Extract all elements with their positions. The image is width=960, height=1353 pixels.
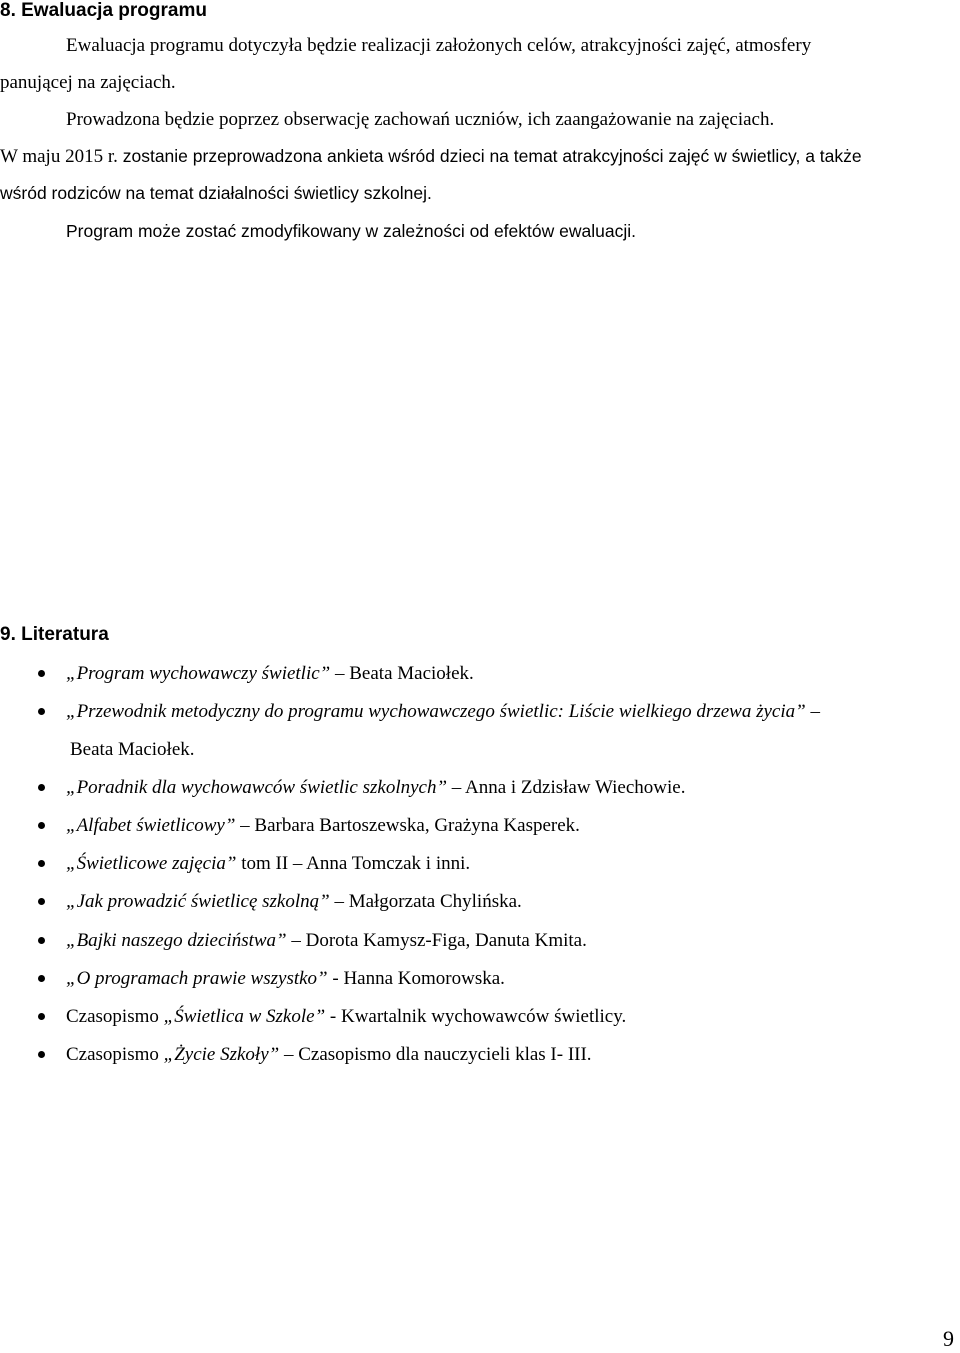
item-author: – Anna i Zdzisław Wiechowie. xyxy=(447,777,686,798)
item-author: - Kwartalnik wychowawców świetlicy. xyxy=(325,1006,627,1027)
item-author: – xyxy=(805,701,820,722)
book-title: „Bajki naszego dzieciństwa” xyxy=(66,930,287,951)
book-title: „Świetlica w Szkole” xyxy=(163,1006,326,1027)
book-title: „Program wychowawczy świetlic” xyxy=(66,663,331,684)
item-author: - Hanna Komorowska. xyxy=(327,968,505,989)
bullet-icon xyxy=(38,1013,45,1020)
bullet-icon xyxy=(38,708,45,715)
bullet-icon xyxy=(38,975,45,982)
item-prefix: Czasopismo xyxy=(66,1044,164,1065)
bullet-icon xyxy=(38,670,45,677)
item-prefix: Czasopismo xyxy=(66,1006,164,1027)
paragraph-line: Program może zostać zmodyfikowany w zależności od efektów ewaluacji. xyxy=(66,221,636,241)
item-continuation: Beata Maciołek. xyxy=(70,739,195,760)
book-title: „Poradnik dla wychowawców świetlic szkolnych” xyxy=(66,777,448,798)
book-title: „Alfabet świetlicowy” xyxy=(66,815,236,836)
book-title: „Przewodnik metodyczny do programu wychowawczego świetlic: Liście wielkiego drzewa życia” xyxy=(66,701,806,722)
bullet-icon xyxy=(38,898,45,905)
bullet-icon xyxy=(38,784,45,791)
item-author: tom II – Anna Tomczak i inni. xyxy=(236,853,471,874)
book-title: „O programach prawie wszystko” xyxy=(66,968,328,989)
section-8-heading: 8. Ewaluacja programu xyxy=(0,0,207,21)
bullet-icon xyxy=(38,860,45,867)
item-author: – Beata Maciołek. xyxy=(330,663,474,684)
paragraph-line: Ewaluacja programu dotyczyła będzie realizacji założonych celów, atrakcyjności zajęć, atmosfery xyxy=(66,35,812,56)
paragraph-line xyxy=(0,145,862,168)
date-text: W maju 2015 r. xyxy=(0,146,118,167)
bullet-icon xyxy=(38,822,45,829)
item-author: – Małgorzata Chylińska. xyxy=(329,891,522,912)
survey-text: zostanie przeprowadzona ankieta wśród dzieci na temat atrakcyjności zajęć w świetlicy, a także xyxy=(117,146,862,166)
book-title: „Świetlicowe zajęcia” xyxy=(66,853,237,874)
book-title: „Jak prowadzić świetlicę szkolną” xyxy=(66,891,330,912)
item-author: – Dorota Kamysz-Figa, Danuta Kmita. xyxy=(286,930,587,951)
paragraph-line: panującej na zajęciach. xyxy=(0,72,176,93)
bullet-icon xyxy=(38,1051,45,1058)
item-author: – Czasopismo dla nauczycieli klas I- III. xyxy=(279,1044,592,1065)
item-author: – Barbara Bartoszewska, Grażyna Kasperek. xyxy=(235,815,580,836)
bullet-icon xyxy=(38,937,45,944)
book-title: „Życie Szkoły” xyxy=(163,1044,280,1065)
page-number: 9 xyxy=(943,1326,954,1351)
paragraph-line: wśród rodziców na temat działalności świetlicy szkolnej. xyxy=(0,183,432,203)
paragraph-line: Prowadzona będzie poprzez obserwację zachowań uczniów, ich zaangażowanie na zajęciach. xyxy=(66,109,775,130)
section-9-heading: 9. Literatura xyxy=(0,624,109,645)
